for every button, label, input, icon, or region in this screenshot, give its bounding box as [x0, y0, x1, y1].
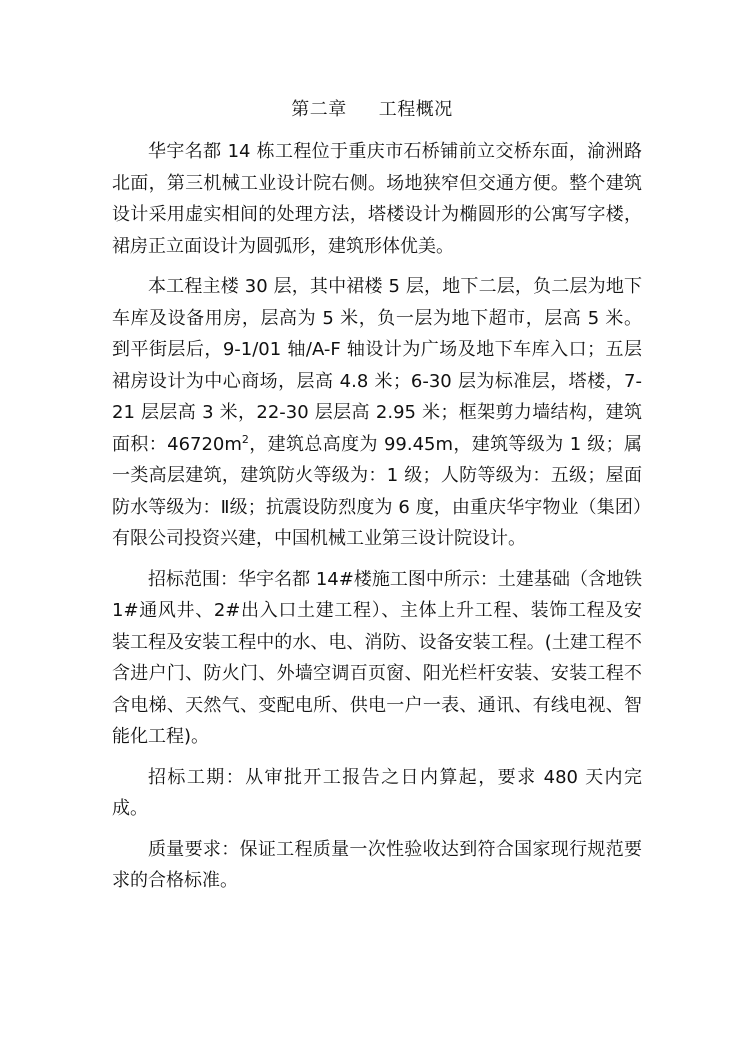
- chapter-heading: [0, 96, 744, 124]
- paragraph-project-location: 华宇名都 14 栋工程位于重庆市石桥铺前立交桥东面，渝洲路北面，第三机械工业设计院右侧。场地狭窄但交通方便。整个建筑设计采用虚实相间的处理方法，塔楼设计为椭圆形的公寓写字楼，裙房正立面设计为圆弧形，建筑形体优美。: [112, 141, 642, 257]
- paragraph-quality-requirement: 质量要求：保证工程质量一次性验收达到符合国家现行规范要求的合格标准。: [112, 838, 642, 891]
- chapter-title: 工程概况: [378, 99, 453, 120]
- area-unit-superscript: 2: [241, 432, 249, 446]
- chapter-number: 第二章: [291, 99, 347, 120]
- paragraph-project-scale-part2: ，建筑总高度为 99.45m，建筑等级为 1 级；属一类高层建筑，建筑防火等级为：1 级；人防等级为：五级；屋面防水等级为：Ⅱ级；抗震设防烈度为 6 度，由重庆华宇物业（集团）有限公司投资兴建，中国机械工业第三设计院设计。: [112, 433, 642, 549]
- paragraph-project-scale-part1: 本工程主楼 30 层，其中裙楼 5 层，地下二层，负二层为地下车库及设备用房，层高为 5 米，负一层为地下超市，层高 5 米。到平街层后，9-1/01 轴/A-F 轴设计为广场及地下车库入口；五层裙房设计为中心商场，层高 4.8 米；6-30 层为标准层，塔楼，7-21 层层高 3 米，22-30 层层高 2.95 米；框架剪力墙结构，建筑面积：46720m: [112, 276, 642, 455]
- paragraph-bid-duration: 招标工期：从审批开工报告之日内算起，要求 480 天内完成。: [112, 766, 642, 819]
- paragraph-project-scale: [112, 271, 642, 555]
- paragraph-bid-scope: 招标范围：华宇名都 14#楼施工图中所示：土建基础（含地铁 1#通风井、2#出入口土建工程）、主体上升工程、装饰工程及安装工程及安装工程中的水、电、消防、设备安装工程。(土建工程不含进户门、防火门、外墙空调百页窗、阳光栏杆安装、安装工程不含电梯、天然气、变配电所、供电一户一表、通讯、有线电视、智能化工程)。: [112, 568, 642, 747]
- document-body: [112, 136, 642, 906]
